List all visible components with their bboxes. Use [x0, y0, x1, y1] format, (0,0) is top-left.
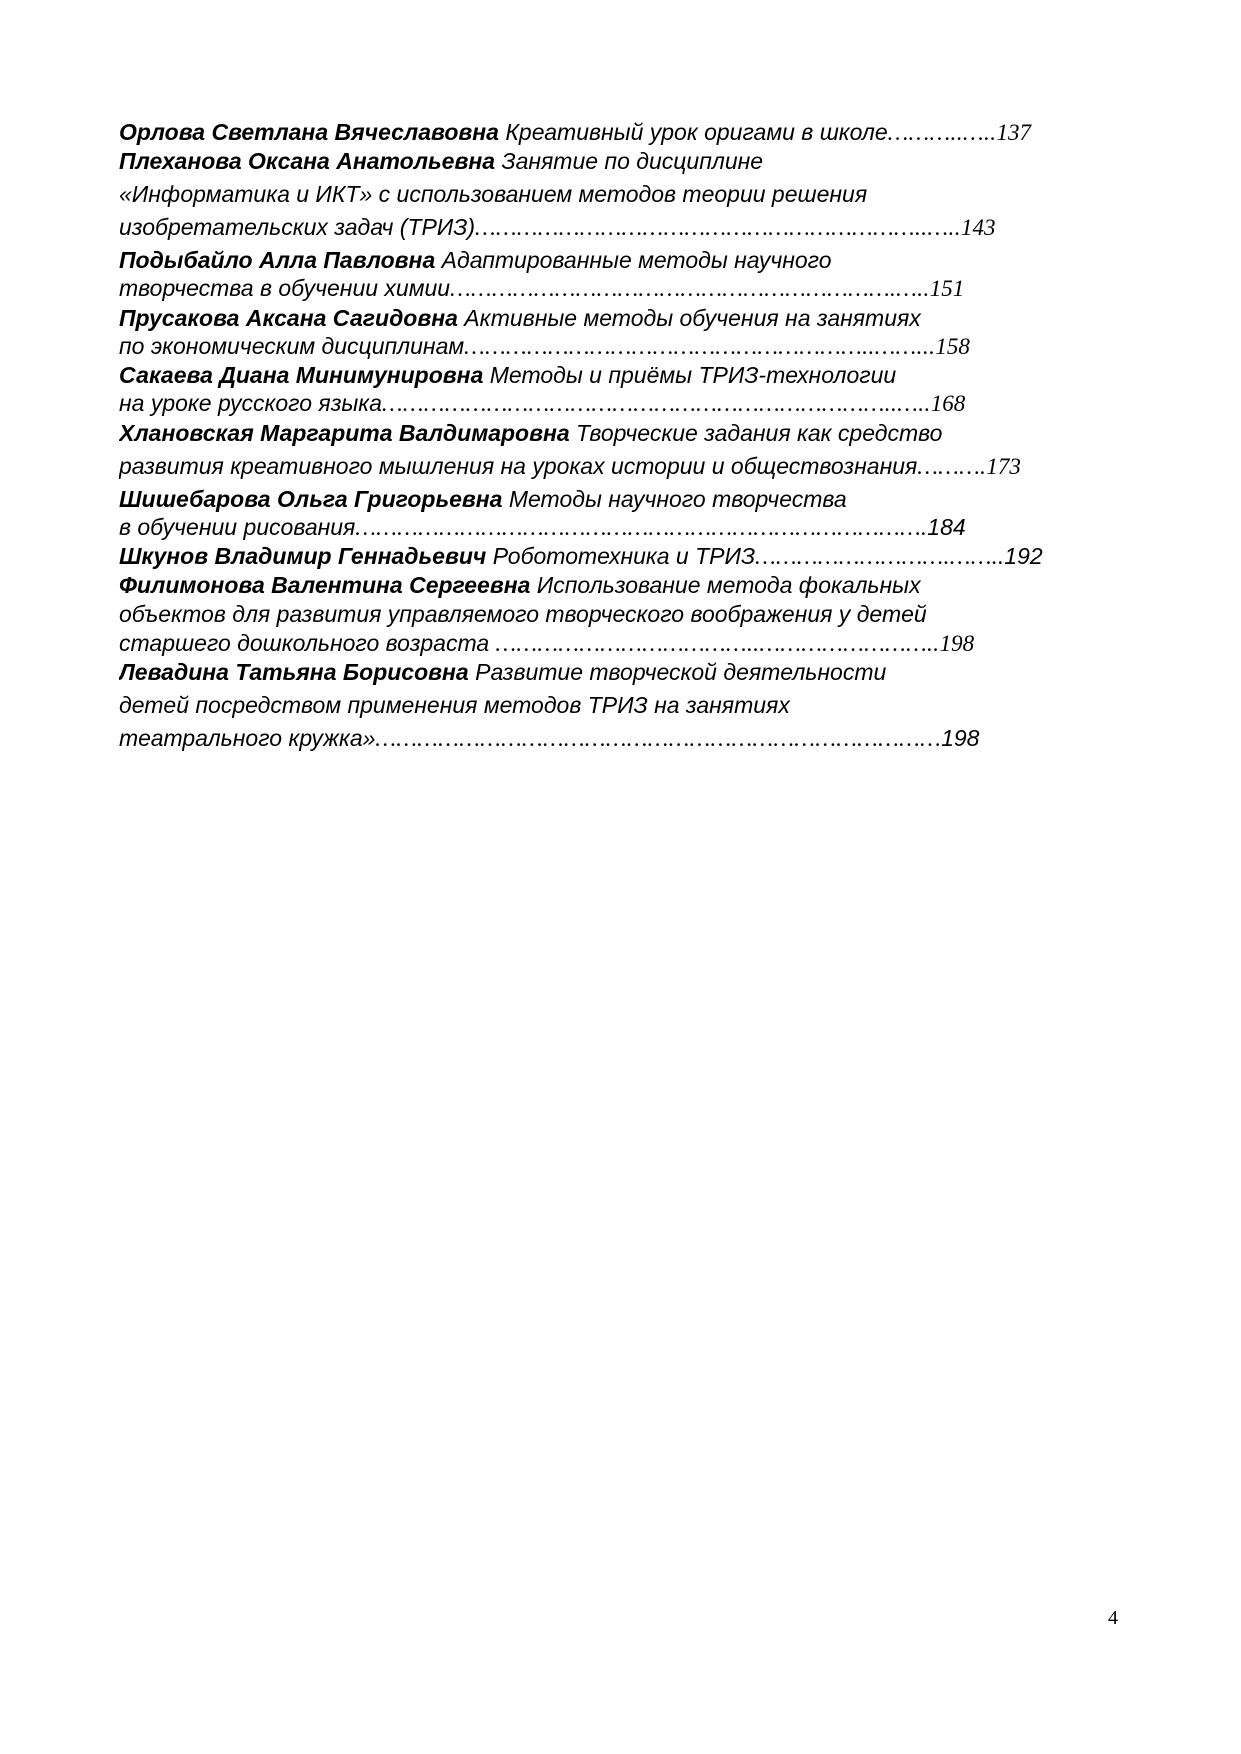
- toc-leader-dots: ………………………………..……………………..: [495, 631, 940, 656]
- toc-page-number: 192: [1004, 543, 1043, 569]
- toc-title: театрального кружка»: [119, 725, 376, 751]
- toc-line: [119, 332, 1129, 361]
- toc-author: Плеханова Оксана Анатольевна: [119, 148, 496, 174]
- toc-author: Шишебарова Ольга Григорьевна: [119, 486, 503, 512]
- toc-page-number: 137: [996, 120, 1032, 145]
- toc-line: [119, 213, 1129, 242]
- toc-leader-dots: ………………………………………………………………..…..: [381, 391, 931, 416]
- toc-title: Робототехника и ТРИЗ: [486, 543, 756, 569]
- toc-author: Орлова Светлана Вячеславовна: [119, 119, 499, 145]
- toc-title: старшего дошкольного возраста: [119, 630, 496, 656]
- toc-page-number: 151: [929, 276, 965, 301]
- toc-author: Левадина Татьяна Борисовна: [119, 659, 469, 685]
- toc-title: Творческие задания как средство: [569, 420, 943, 446]
- toc-leader-dots: ……………………….……..: [755, 544, 1005, 569]
- toc-title: развития креативного мышления на уроках истории и обществознания: [119, 453, 918, 479]
- toc-title: изобретательских задач (ТРИЗ): [119, 214, 476, 240]
- toc-page-number: 184: [927, 514, 966, 540]
- toc-line: [119, 571, 1129, 599]
- toc-leader-dots: …………………………………………………..……...: [464, 334, 936, 359]
- toc-title: Активные методы обучения на занятиях: [457, 305, 921, 331]
- toc-author: Шкунов Владимир Геннадьевич: [119, 543, 487, 569]
- toc-page-number: 143: [960, 215, 996, 240]
- toc-line: [119, 180, 1129, 208]
- toc-title: Развитие творческой деятельности: [468, 659, 887, 685]
- toc-leader-dots: ………………………………………………………..…..: [475, 215, 961, 240]
- toc-author: Прусакова Аксана Сагидовна: [119, 305, 458, 331]
- toc-line: [119, 691, 1129, 719]
- toc-title: Использование метода фокальных: [530, 572, 921, 598]
- toc-author: Филимонова Валентина Сергеевна: [119, 572, 531, 598]
- toc-title: в обучении рисования: [119, 514, 356, 540]
- toc-leader-dots: ……………………………………………………………………….: [355, 515, 928, 540]
- toc-title: «Информатика и ИКТ» с использованием методов теории решения: [119, 181, 868, 207]
- toc-line: [119, 118, 1129, 147]
- toc-line: [119, 724, 1129, 753]
- toc-line: [119, 629, 1129, 658]
- toc-leader-dots: ……….: [917, 454, 987, 479]
- toc-title: объектов для развития управляемого творческого воображения у детей: [119, 601, 927, 627]
- toc-page-number: 198: [939, 631, 975, 656]
- toc-title: Методы научного творчества: [502, 486, 847, 512]
- toc-leader-dots: ……………………………………………………….…..: [450, 276, 930, 301]
- toc-line: [119, 389, 1129, 418]
- page-number: 4: [1108, 1607, 1118, 1629]
- toc-line: [119, 600, 1129, 628]
- toc-page-number: 173: [986, 454, 1021, 479]
- toc-leader-dots: ………………………………………………………………………: [375, 726, 942, 751]
- toc-line: [119, 485, 1129, 513]
- toc-title: Адаптированные методы научного: [435, 247, 832, 273]
- toc-line: [119, 452, 1129, 481]
- toc-title: по экономическим дисциплинам: [119, 333, 465, 359]
- toc-title: Методы и приёмы ТРИЗ-технологии: [483, 362, 897, 388]
- toc-author: Сакаева Диана Минимунировна: [119, 362, 484, 388]
- toc-line: [119, 246, 1129, 274]
- toc-title: Занятие по дисциплине: [495, 148, 764, 174]
- toc-page-number: 158: [935, 334, 970, 359]
- toc-title: Креативный урок оригами в школе: [498, 119, 888, 145]
- toc-line: [119, 304, 1129, 332]
- toc-title: детей посредством применения методов ТРИЗ на занятиях: [119, 692, 790, 718]
- toc-author: Подыбайло Алла Павловна: [119, 247, 436, 273]
- toc-title: на уроке русского языка: [119, 390, 382, 416]
- toc-line: [119, 419, 1129, 447]
- toc-line: [119, 274, 1129, 303]
- toc-line: [119, 542, 1129, 571]
- toc-author: Хлановская Маргарита Валдимаровна: [119, 420, 570, 446]
- toc-leader-dots: ………..…..: [887, 120, 997, 145]
- toc-page-number: 198: [941, 725, 980, 751]
- toc-line: [119, 658, 1129, 686]
- toc-title: творчества в обучении химии: [119, 275, 451, 301]
- toc-line: [119, 513, 1129, 542]
- toc-line: [119, 147, 1129, 175]
- toc-line: [119, 361, 1129, 389]
- toc-page-number: 168: [930, 391, 966, 416]
